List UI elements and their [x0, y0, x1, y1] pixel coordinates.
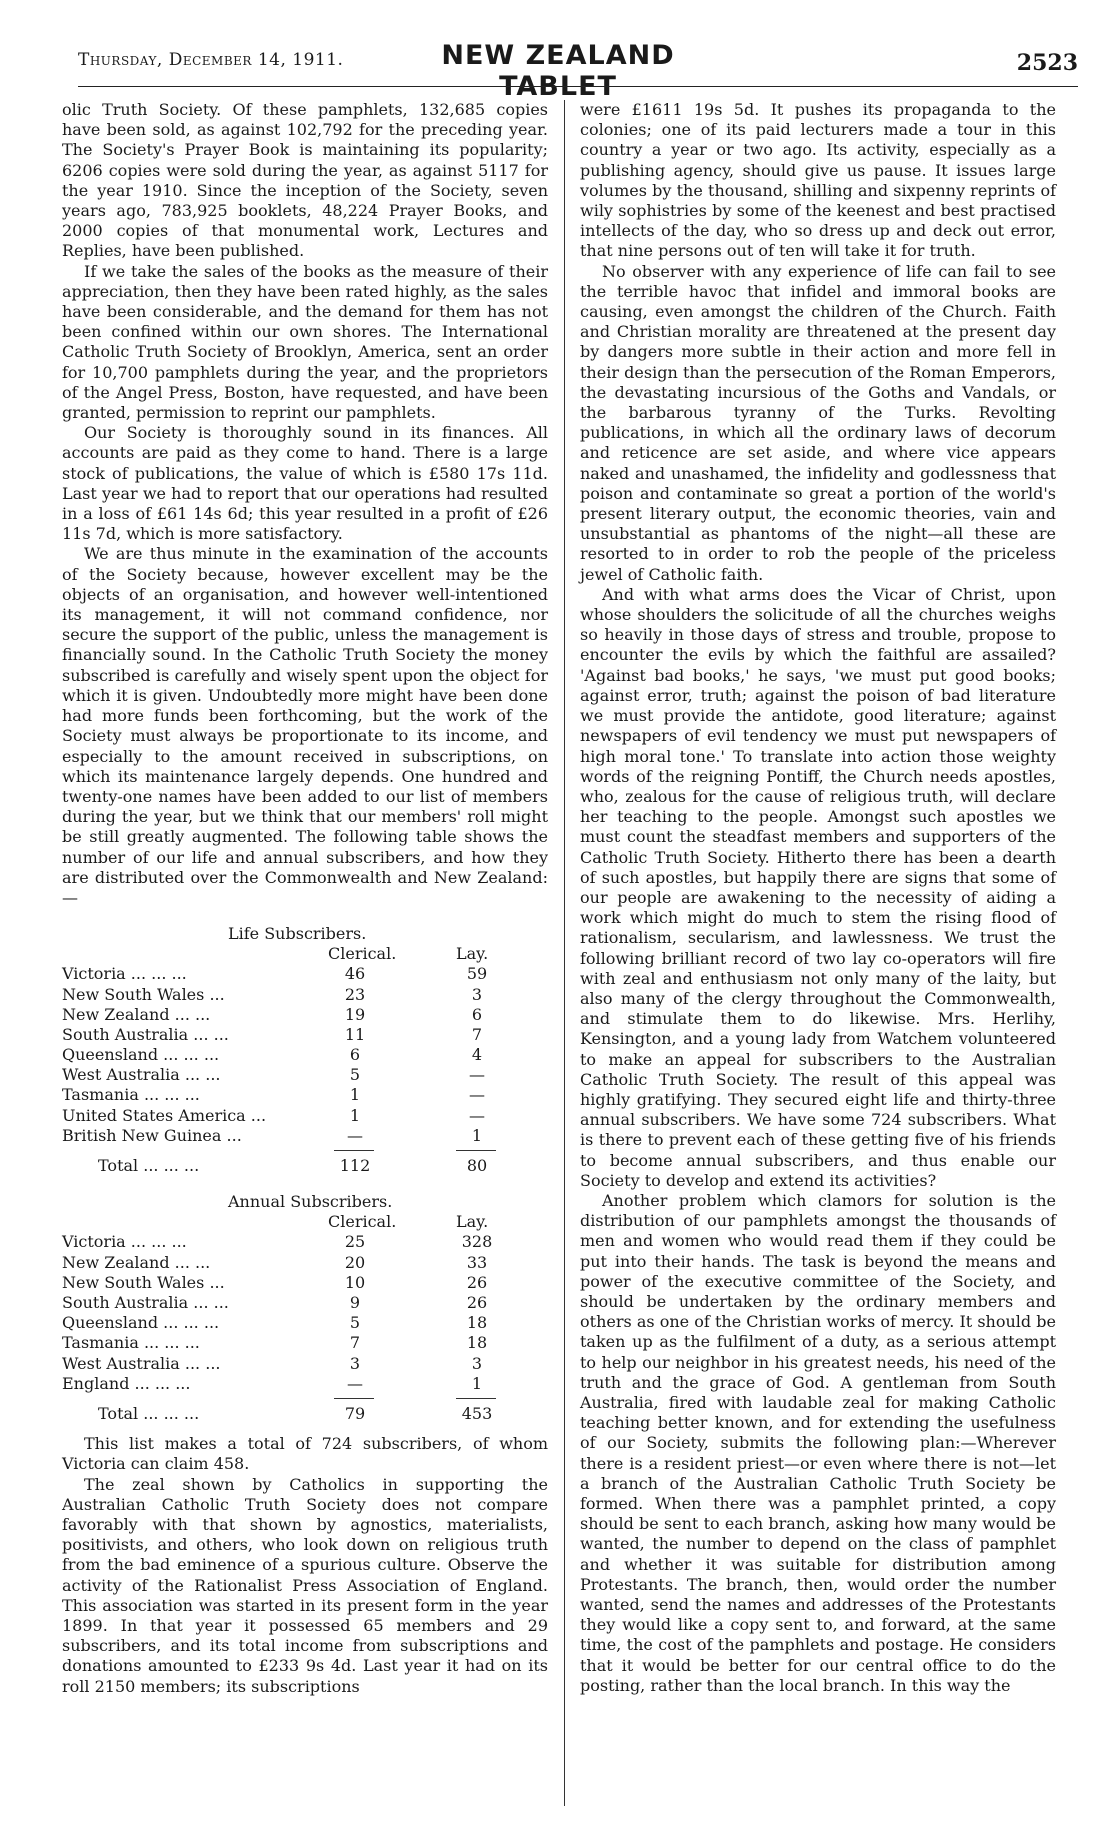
region-name: Victoria ... ... ... — [62, 964, 187, 984]
region-name: Queensland ... ... ... — [62, 1313, 220, 1333]
region-name: West Australia ... ... — [62, 1353, 221, 1373]
clerical-count: 5 — [349, 1313, 361, 1333]
table-row — [62, 1232, 548, 1252]
region-name: Queensland ... ... ... — [62, 1045, 220, 1065]
lay-count: 328 — [461, 1232, 493, 1252]
clerical-count: 6 — [349, 1045, 361, 1065]
table-title: Annual Subscribers. — [228, 1192, 393, 1212]
article-paragraph: If we take the sales of the books as the measure of their appreciation, then they have been rated highly, as the sales have been considerable, and the demand for them has not been confined within our own shores. The International Catholic Truth Society of Brooklyn, America, sent an order for 10,700 pamphlets during the year, and the proprietors of the Angel Press, Boston, have requested, and have been granted, permission to reprint our pamphlets. — [62, 261, 548, 423]
clerical-count: 3 — [349, 1353, 361, 1373]
total-rule — [62, 1394, 548, 1404]
annual-subscribers-table — [62, 1192, 548, 1424]
masthead-title: NEW ZEALAND TABLET — [441, 40, 675, 102]
region-name: Tasmania ... ... ... — [62, 1333, 200, 1353]
total-lay: 80 — [466, 1156, 488, 1176]
lay-count: 6 — [471, 1004, 483, 1024]
table-row — [62, 1273, 548, 1293]
clerical-header: Clerical. — [328, 1212, 397, 1232]
lay-count: 59 — [466, 964, 488, 984]
region-name: New South Wales ... — [62, 1272, 225, 1292]
region-name: New Zealand ... ... — [62, 1252, 211, 1272]
total-label: Total ... ... ... — [98, 1403, 200, 1423]
lay-header: Lay. — [456, 1212, 489, 1232]
total-clerical: 79 — [344, 1403, 366, 1423]
article-paragraph: Another problem which clamors for solution is the distribution of our pamphlets amongst the thousands of men and women who would read them if they could be put into their hands. The task is beyond the means and power of the executive committee of the Society, and should be undertaken by the ordinary members and others as one of the Christian works of mercy. It should be taken up as the fulfilment of a duty, as a serious attempt to help our neighbor in his greatest needs, his need of the truth and the grace of God. A gentleman from South Australia, fired with laudable zeal for making Catholic teaching better known, and for extending the usefulness of our Society, submits the following plan:—Wherever there is a resident priest—or even where there is not—let a branch of the Australian Catholic Truth Society be formed. When there was a pamphlet printed, a copy should be sent to each branch, asking how many would be wanted, the number to depend on the class of pamphlet and whether it was suitable for distribution among Protestants. The branch, then, would order the number wanted, send the names and addresses of the Protestants they would like a copy sent to, and forward, at the same time, the cost of the pamphlets and postage. He considers that it would be better for our central office to do the posting, rather than the local branch. In this way the — [580, 1190, 1056, 1695]
region-name: England ... ... ... — [62, 1373, 191, 1393]
table-header — [62, 944, 548, 964]
clerical-header: Clerical. — [328, 944, 397, 964]
article-paragraph: No observer with any experience of life can fail to see the terrible havoc that infidel and immoral books are causing, even amongst the children of the Church. Faith and Christian morality are threatened at the present day by dangers more subtle in their action and more fell in their design than the persecution of the Roman Emperors, the devastating incursious of the Goths and Vandals, or the barbarous tyranny of the Turks. Revolting publications, in which all the ordinary laws of decorum and reticence are set aside, and where vice appears naked and unashamed, the infidelity and godlessness that poison and contaminate so great a portion of the world's present literary output, the economic theories, vain and unsubstantial as phantoms of the night—all these are resorted to in order to rob the people of the priceless jewel of Catholic faith. — [580, 261, 1056, 584]
lay-count: 26 — [466, 1272, 488, 1292]
clerical-count: 5 — [349, 1065, 361, 1085]
clerical-count: 1 — [349, 1105, 361, 1125]
region-name: New South Wales ... — [62, 984, 225, 1004]
article-paragraph: We are thus minute in the examination of the accounts of the Society because, however excellent may be the objects of an organisation, and however well-intentioned its management, it will not command confidence, nor secure the support of the public, unless the management is financially sound. In the Catholic Truth Society the money subscribed is carefully and wisely spent upon the object for which it is given. Undoubtedly more might have been done had more funds been forthcoming, but the work of the Society must always be proportionate to its income, and especially to the amount received in subscriptions, on which its maintenance largely depends. One hundred and twenty-one names have been added to our list of members during the year, but we think that our members' roll might be still greatly augmented. The following table shows the number of our life and annual subscribers, and how they are distributed over the Commonwealth and New Zealand:— — [62, 544, 548, 907]
clerical-count: 11 — [344, 1024, 366, 1044]
issue-date: Thursday, December 14, 1911. — [78, 50, 344, 70]
region-name: British New Guinea ... — [62, 1125, 242, 1145]
table-row — [62, 1106, 548, 1126]
total-clerical: 112 — [339, 1156, 371, 1176]
lay-count: 26 — [466, 1292, 488, 1312]
clerical-count: 25 — [344, 1232, 366, 1252]
lay-count: 18 — [466, 1313, 488, 1333]
clerical-count: 23 — [344, 984, 366, 1004]
region-name: West Australia ... ... — [62, 1065, 221, 1085]
table-total-row — [62, 1404, 548, 1424]
region-name: New Zealand ... ... — [62, 1004, 211, 1024]
table-row — [62, 1253, 548, 1273]
right-column — [580, 100, 1056, 1696]
clerical-count: — — [347, 1125, 363, 1145]
region-name: Tasmania ... ... ... — [62, 1085, 200, 1105]
table-title: Life Subscribers. — [228, 924, 367, 944]
lay-count: 1 — [471, 1125, 483, 1145]
clerical-count: 20 — [344, 1252, 366, 1272]
table-row — [62, 1045, 548, 1065]
lay-count: — — [469, 1105, 485, 1125]
article-paragraph: And with what arms does the Vicar of Christ, upon whose shoulders the solicitude of all the churches weighs so heavily in those days of stress and trouble, propose to encounter the evils by which the faithful are assailed? 'Against bad books,' he says, 'we must put good books; against error, truth; against the poison of bad literature we must provide the antidote, good literature; against newspapers of evil tendency we must put newspapers of high moral tone.' To translate into action those weighty words of the reigning Pontiff, the Church needs apostles, who, zealous for the cause of religious truth, will declare her teaching to the people. Amongst such apostles we must count the steadfast members and supporters of the Catholic Truth Society. Hitherto there has been a dearth of such apostles, but happily there are signs that some of our people are awakening to the necessity of aiding a work which might do much to stem the rising flood of rationalism, secularism, and lawlessness. We trust the following brilliant record of two lay co-operators will fire with zeal and enthusiasm not only many of the laity, but also many of the clergy throughout the Commonwealth, and stimulate them to do likewise. Mrs. Herlihy, Kensington, and a young lady from Watchem volunteered to make an appeal for subscribers to the Australian Catholic Truth Society. The result of this appeal was highly gratifying. They secured eight life and thirty-three annual subscribers. We have some 724 subscribers. What is there to prevent each of these getting five of his friends to become annual subscribers, and thus enable our Society to develop and extend its activities? — [580, 584, 1056, 1190]
table-total-row — [62, 1156, 548, 1176]
table-row — [62, 1293, 548, 1313]
table-row — [62, 1374, 548, 1394]
lay-count: — — [469, 1085, 485, 1105]
lay-count: 4 — [471, 1045, 483, 1065]
table-row — [62, 1065, 548, 1085]
page-number: 2523 — [1016, 50, 1078, 76]
region-name: United States America ... — [62, 1105, 267, 1125]
region-name: South Australia ... ... — [62, 1292, 229, 1312]
total-rule — [62, 1146, 548, 1156]
lay-count: 1 — [471, 1373, 483, 1393]
lay-count: 7 — [471, 1024, 483, 1044]
lay-count: 18 — [466, 1333, 488, 1353]
table-row — [62, 1126, 548, 1146]
clerical-count: 7 — [349, 1333, 361, 1353]
article-paragraph: olic Truth Society. Of these pamphlets, 132,685 copies have been sold, as against 102,792 for the preceding year. The Society's Prayer Book is maintaining its popularity; 6206 copies were sold during the year, as against 5117 for the year 1910. Since the inception of the Society, seven years ago, 783,925 booklets, 48,224 Prayer Books, and 2000 copies of that monumental work, Lectures and Replies, have been published. — [62, 100, 548, 261]
lay-count: 3 — [471, 1353, 483, 1373]
total-lay: 453 — [461, 1403, 493, 1423]
clerical-count: 10 — [344, 1272, 366, 1292]
lay-header: Lay. — [456, 944, 489, 964]
table-row — [62, 985, 548, 1005]
total-label: Total ... ... ... — [98, 1156, 200, 1176]
clerical-count: 1 — [349, 1085, 361, 1105]
column-divider — [564, 100, 565, 1806]
clerical-count: 19 — [344, 1004, 366, 1024]
left-column — [62, 100, 548, 1697]
article-paragraph: were £1611 19s 5d. It pushes its propaganda to the colonies; one of its paid lecturers made a tour in this country a year or two ago. Its activity, especially as a publishing agency, should give us pause. It issues large volumes by the thousand, shilling and sixpenny reprints of wily sophistries by some of the keenest and best practised intellects of the day, who so dress up and deck out error, that nine persons out of ten will take it for truth. — [580, 100, 1056, 261]
life-subscribers-table — [62, 924, 548, 1176]
table-row — [62, 1313, 548, 1333]
region-name: South Australia ... ... — [62, 1024, 229, 1044]
table-row — [62, 1085, 548, 1105]
table-row — [62, 1005, 548, 1025]
region-name: Victoria ... ... ... — [62, 1232, 187, 1252]
clerical-count: — — [347, 1373, 363, 1393]
table-row — [62, 1333, 548, 1353]
article-paragraph: The zeal shown by Catholics in supporting the Australian Catholic Truth Society does not compare favorably with that shown by agnostics, materialists, positivists, and others, who look down on religious truth from the bad eminence of a spurious culture. Observe the activity of the Rationalist Press Association of England. This association was started in its present form in the year 1899. In that year it possessed 65 members and 29 subscribers, and its total income from subscriptions and donations amounted to £233 9s 4d. Last year it had on its roll 2150 members; its subscriptions — [62, 1474, 548, 1696]
lay-count: — — [469, 1065, 485, 1085]
clerical-count: 46 — [344, 964, 366, 984]
header-rule — [78, 86, 1078, 87]
table-row — [62, 964, 548, 984]
table-row — [62, 1354, 548, 1374]
lay-count: 3 — [471, 984, 483, 1004]
lay-count: 33 — [466, 1252, 488, 1272]
article-paragraph: This list makes a total of 724 subscribers, of whom Victoria can claim 458. — [62, 1434, 548, 1474]
table-header — [62, 1212, 548, 1232]
clerical-count: 9 — [349, 1292, 361, 1312]
page-header — [78, 40, 1078, 102]
table-row — [62, 1025, 548, 1045]
article-paragraph: Our Society is thoroughly sound in its finances. All accounts are paid as they come to hand. There is a large stock of publications, the value of which is £580 17s 11d. Last year we had to report that our operations had resulted in a loss of £61 14s 6d; this year resulted in a profit of £26 11s 7d, which is more satisfactory. — [62, 423, 548, 544]
